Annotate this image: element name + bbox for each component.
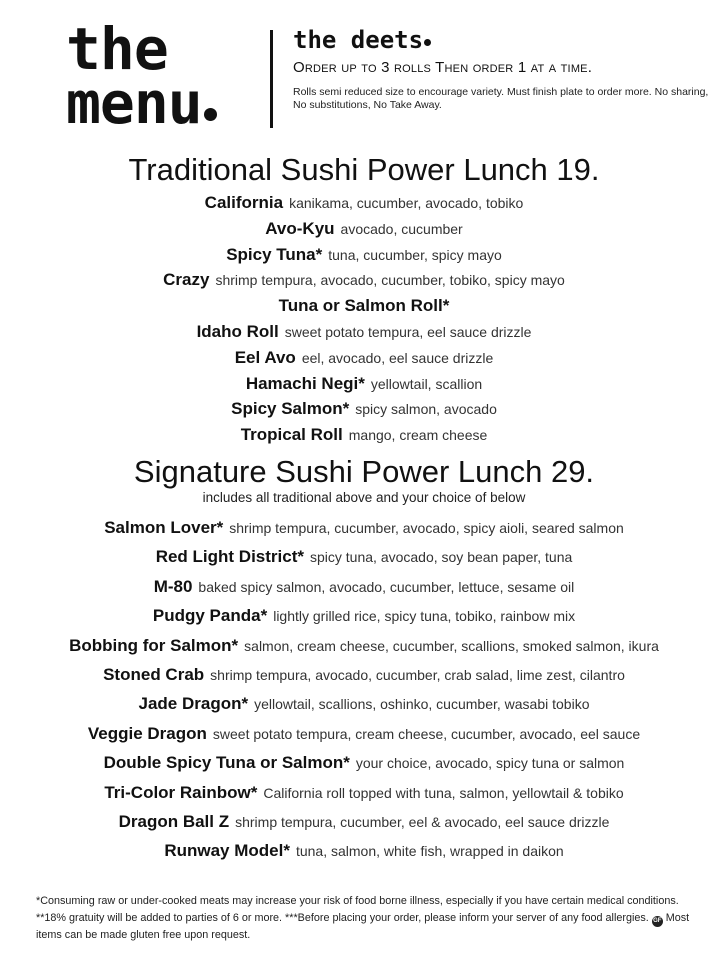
brand-line-2 bbox=[66, 69, 217, 137]
menu-item-description: spicy salmon, avocado bbox=[355, 401, 497, 418]
menu-item-description: lightly grilled rice, spicy tuna, tobiko, rainbow mix bbox=[273, 608, 576, 625]
menu-item bbox=[0, 216, 728, 242]
deets-rule: Order up to 3 rolls Then order 1 at a time. bbox=[293, 59, 593, 76]
menu-item-description: tuna, cucumber, spicy mayo bbox=[328, 246, 502, 263]
menu-item-name: Eel Avo bbox=[234, 347, 296, 367]
disclaimer-text: *Consuming raw or under-cooked meats may increase your risk of food borne illness, especially if you have certain medical conditions. **18% gratuity will be added to parties of 6 or more. ***Before placing your order, please inform your server of any food allergies. bbox=[36, 895, 679, 924]
menu-item bbox=[0, 542, 728, 571]
menu-item-name: M-80 bbox=[153, 576, 193, 596]
menu-item bbox=[0, 422, 728, 448]
menu-item bbox=[0, 572, 728, 601]
menu-item bbox=[0, 807, 728, 836]
menu-item bbox=[0, 190, 728, 216]
brand-line-1: the bbox=[66, 15, 168, 83]
menu-item-name: Tropical Roll bbox=[240, 425, 343, 445]
menu-item-description: baked spicy salmon, avocado, cucumber, lettuce, sesame oil bbox=[198, 578, 575, 595]
menu-item-description: tuna, salmon, white fish, wrapped in daikon bbox=[295, 843, 564, 860]
menu-item bbox=[0, 601, 728, 630]
menu-item bbox=[0, 513, 728, 542]
menu-item-name: Dragon Ball Z bbox=[118, 811, 230, 831]
traditional-list bbox=[0, 190, 728, 448]
menu-item-description: shrimp tempura, cucumber, avocado, spicy aioli, seared salmon bbox=[229, 520, 624, 536]
menu-item-name: California bbox=[204, 193, 284, 212]
menu-item-name: Salmon Lover* bbox=[104, 518, 224, 537]
menu-item-name: Crazy bbox=[163, 270, 210, 290]
menu-item-name: Hamachi Negi* bbox=[245, 373, 365, 393]
menu-item bbox=[0, 748, 728, 777]
menu-item-name: Avo-Kyu bbox=[265, 218, 335, 238]
menu-item bbox=[0, 689, 728, 718]
menu-item bbox=[0, 778, 728, 807]
menu-item-name: Stoned Crab bbox=[103, 664, 205, 684]
menu-item-description: California roll topped with tuna, salmon, yellowtail & tobiko bbox=[263, 784, 624, 801]
menu-item-description: shrimp tempura, cucumber, eel & avocado, eel sauce drizzle bbox=[235, 813, 610, 830]
menu-item-description: spicy tuna, avocado, soy bean paper, tuna bbox=[310, 549, 573, 566]
signature-list bbox=[0, 513, 728, 866]
menu-item-description: yellowtail, scallions, oshinko, cucumber, wasabi tobiko bbox=[254, 696, 590, 713]
menu-item bbox=[0, 836, 728, 865]
menu-item-name: Jade Dragon* bbox=[138, 694, 249, 714]
deets-dot bbox=[424, 39, 431, 46]
brand-logo bbox=[66, 15, 217, 137]
menu-item bbox=[0, 242, 728, 268]
menu-item bbox=[0, 293, 728, 319]
menu-item bbox=[0, 396, 728, 422]
menu-item-name: Pudgy Panda* bbox=[152, 606, 268, 626]
gluten-free-icon: GF bbox=[652, 916, 663, 927]
menu-item-description: kanikama, cucumber, avocado, tobiko bbox=[289, 195, 524, 211]
menu-item-description: your choice, avocado, spicy tuna or salmon bbox=[355, 755, 625, 772]
menu-item-name: Runway Model* bbox=[164, 841, 290, 861]
menu-item-name: Red Light District* bbox=[155, 547, 304, 567]
menu-item bbox=[0, 345, 728, 371]
header-divider bbox=[270, 30, 273, 128]
footer-disclaimer bbox=[36, 893, 696, 944]
deets-title-text: the deets bbox=[293, 26, 424, 54]
menu-item-description: shrimp tempura, avocado, cucumber, crab salad, lime zest, cilantro bbox=[210, 666, 625, 683]
brand-dot bbox=[204, 108, 217, 121]
menu-item-description: shrimp tempura, avocado, cucumber, tobiko, spicy mayo bbox=[215, 272, 565, 289]
menu-item-name: Tri-Color Rainbow* bbox=[104, 782, 258, 802]
menu-item-description: avocado, cucumber bbox=[340, 220, 463, 237]
menu-item bbox=[0, 660, 728, 689]
menu-item bbox=[0, 319, 728, 345]
signature-title: Signature Sushi Power Lunch 29. bbox=[133, 454, 595, 489]
menu-item-name: Spicy Salmon* bbox=[231, 399, 350, 419]
signature-subtitle: includes all traditional above and your choice of below bbox=[202, 490, 526, 505]
brand-line-2-text: menu bbox=[66, 69, 202, 137]
menu-item-description: sweet potato tempura, cream cheese, cucumber, avocado, eel sauce bbox=[212, 725, 641, 742]
traditional-title: Traditional Sushi Power Lunch 19. bbox=[128, 152, 600, 187]
menu-item-description: sweet potato tempura, eel sauce drizzle bbox=[284, 323, 532, 340]
deets-title bbox=[293, 26, 713, 54]
menu-item-description: yellowtail, scallion bbox=[370, 375, 483, 392]
menu-item bbox=[0, 371, 728, 397]
menu-item-name: Bobbing for Salmon* bbox=[69, 635, 239, 655]
menu-item-description: salmon, cream cheese, cucumber, scallions, smoked salmon, ikura bbox=[244, 637, 659, 654]
menu-item-name: Spicy Tuna* bbox=[226, 244, 323, 264]
menu-item-name: Idaho Roll bbox=[196, 321, 279, 341]
deets-note: Rolls semi reduced size to encourage variety. Must finish plate to order more. No sharing, No substitutions, No Take Away. bbox=[293, 86, 709, 111]
menu-item-name: Veggie Dragon bbox=[87, 723, 207, 743]
menu-item-description: eel, avocado, eel sauce drizzle bbox=[301, 349, 494, 366]
menu-item bbox=[0, 267, 728, 293]
menu-item-name: Tuna or Salmon Roll* bbox=[278, 296, 450, 316]
deets-block bbox=[293, 26, 713, 112]
gluten-note: Most items can be made gluten free upon request. bbox=[36, 912, 690, 941]
menu-item-name: Double Spicy Tuna or Salmon* bbox=[103, 753, 350, 773]
menu-item bbox=[0, 631, 728, 660]
menu-item-description: mango, cream cheese bbox=[348, 427, 488, 444]
menu-item bbox=[0, 719, 728, 748]
